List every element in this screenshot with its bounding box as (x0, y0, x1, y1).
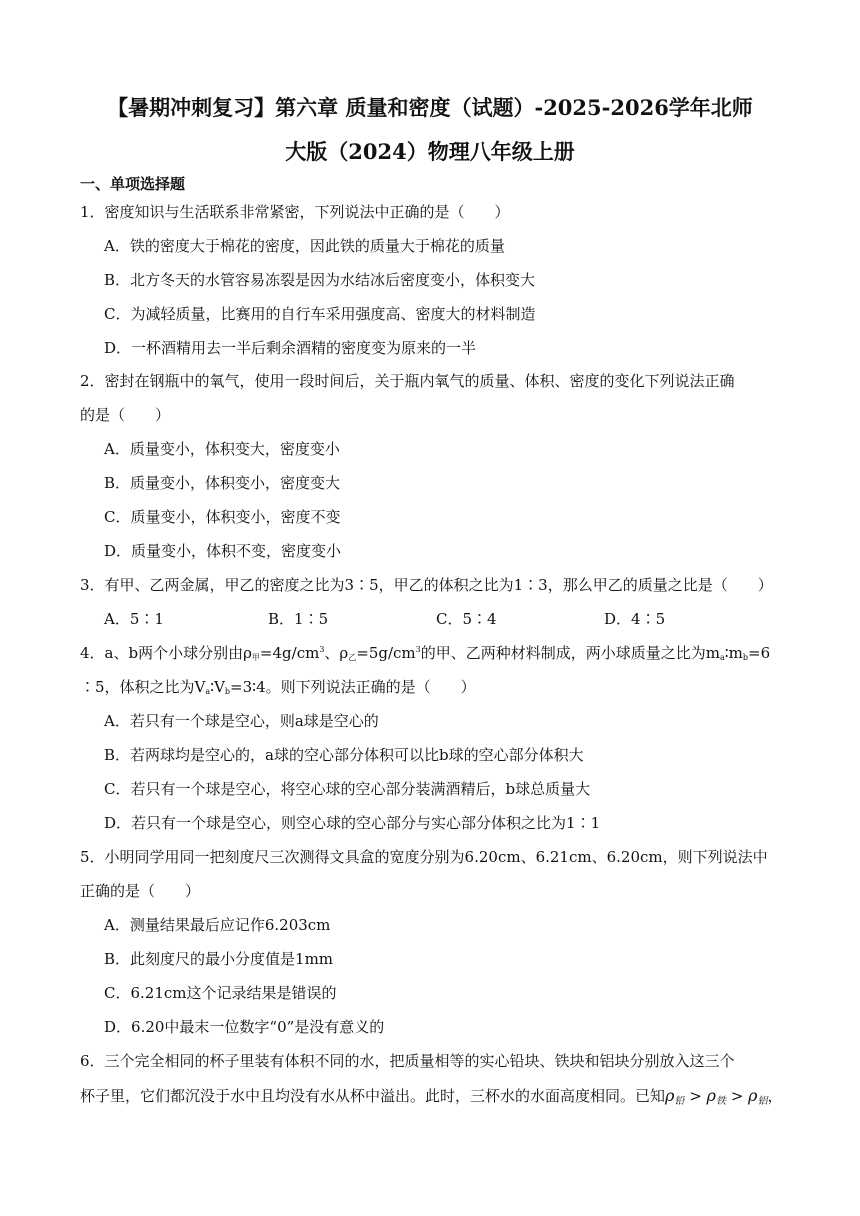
question-2-option-c: C．质量变小，体积变小，密度不变 (104, 508, 341, 526)
q4-text: ∶5，体积之比为V (80, 678, 206, 696)
question-6-stem-line-2 (80, 1088, 782, 1107)
question-2-option-a: A．质量变小，体积变大，密度变小 (104, 440, 340, 458)
q4-text: =6 (748, 644, 771, 662)
greater-than-sign: > (725, 1087, 749, 1105)
question-3-option-c: C．5∶4 (436, 610, 497, 628)
question-3-option-d: D．4∶5 (604, 610, 666, 628)
density-symbol: ρ (748, 1086, 758, 1105)
question-6-stem-line-1: 6．三个完全相同的杯子里装有体积不同的水，把质量相等的实心铅块、铁块和铝块分别放入这三个 (80, 1052, 735, 1070)
density-subscript-iron: 铁 (715, 1096, 726, 1107)
question-3-option-a: A．5∶1 (104, 610, 164, 628)
question-1-stem: 1．密度知识与生活联系非常紧密，下列说法中正确的是（ ） (80, 203, 510, 221)
question-4-stem-line-2 (80, 680, 476, 696)
q4-text: 4．a、b两个小球分别由ρ (80, 644, 252, 662)
question-1-option-b: B．北方冬天的水管容易冻裂是因为水结冰后密度变小，体积变大 (104, 271, 536, 289)
q4-superscript: 3 (319, 645, 325, 654)
density-subscript-lead: 铅 (674, 1096, 685, 1107)
q4-subscript: b (742, 653, 749, 662)
q4-subscript: 甲 (251, 653, 260, 662)
q4-text: ∶V (210, 678, 225, 696)
q6-text: ， (767, 1087, 783, 1105)
q4-text: 的甲、乙两种材料制成，两小球质量之比为m (420, 644, 720, 662)
question-5-stem-line-2: 正确的是（ ） (80, 882, 201, 900)
question-4-stem-line-1 (80, 646, 770, 662)
question-4-option-d: D．若只有一个球是空心，则空心球的空心部分与实心部分体积之比为1∶1 (104, 814, 601, 832)
question-5-option-c: C．6.21cm这个记录结果是错误的 (104, 984, 337, 1002)
question-1-option-a: A．铁的密度大于棉花的密度，因此铁的质量大于棉花的质量 (104, 237, 505, 255)
q4-superscript: 3 (415, 645, 421, 654)
question-5-stem-line-1: 5．小明同学用同一把刻度尺三次测得文具盒的宽度分别为6.20cm、6.21cm、6.20cm，则下列说法中 (80, 848, 768, 866)
question-3-option-b: B．1∶5 (268, 610, 329, 628)
q6-text: 杯子里，它们都沉没于水中且均没有水从杯中溢出。此时，三杯水的水面高度相同。已知 (80, 1087, 666, 1105)
question-2-option-b: B．质量变小，体积变小，密度变大 (104, 474, 341, 492)
density-symbol: ρ (665, 1086, 675, 1105)
question-4-option-c: C．若只有一个球是空心，将空心球的空心部分装满酒精后，b球总质量大 (104, 780, 591, 798)
q4-subscript: a (205, 687, 211, 696)
document-title-line-1: 【暑期冲刺复习】第六章 质量和密度（试题）-2025-2026学年北师 (107, 95, 753, 120)
q4-text: =5g/cm (356, 644, 416, 662)
q4-text: =3∶4。则下列说法正确的是（ ） (230, 678, 476, 696)
density-symbol: ρ (706, 1086, 716, 1105)
question-2-stem-line-2: 的是（ ） (80, 406, 171, 424)
question-1-option-d: D．一杯酒精用去一半后剩余酒精的密度变为原来的一半 (104, 339, 477, 357)
question-1-option-c: C．为减轻质量，比赛用的自行车采用强度高、密度大的材料制造 (104, 305, 536, 323)
q4-text: ∶m (724, 644, 743, 662)
question-5-option-a: A．测量结果最后应记作6.203cm (104, 916, 331, 934)
section-heading-single-choice: 一、单项选择题 (80, 175, 186, 193)
question-5-option-b: B．此刻度尺的最小分度值是1mm (104, 950, 334, 968)
q4-subscript: b (224, 687, 231, 696)
greater-than-sign: > (684, 1087, 707, 1105)
q4-text: =4g/cm (259, 644, 320, 662)
q4-subscript: 乙 (348, 653, 357, 662)
question-2-option-d: D．质量变小，体积不变，密度变小 (104, 542, 342, 560)
document-title-line-2: 大版（2024）物理八年级上册 (285, 139, 575, 164)
question-5-option-d: D．6.20中最末一位数字“0”是没有意义的 (104, 1018, 385, 1036)
question-3-stem: 3．有甲、乙两金属，甲乙的密度之比为3∶5，甲乙的体积之比为1∶3，那么甲乙的质量之比是（ ） (80, 576, 773, 594)
question-4-option-a: A．若只有一个球是空心，则a球是空心的 (104, 712, 379, 730)
q4-text: 、ρ (324, 644, 349, 662)
question-4-option-b: B．若两球均是空心的，a球的空心部分体积可以比b球的空心部分体积大 (104, 746, 584, 764)
q4-subscript: a (719, 653, 725, 662)
question-2-stem-line-1: 2．密封在钢瓶中的氧气，使用一段时间后，关于瓶内氧气的质量、体积、密度的变化下列说法正确 (80, 372, 735, 390)
density-subscript-aluminum: 铝 (757, 1096, 768, 1107)
